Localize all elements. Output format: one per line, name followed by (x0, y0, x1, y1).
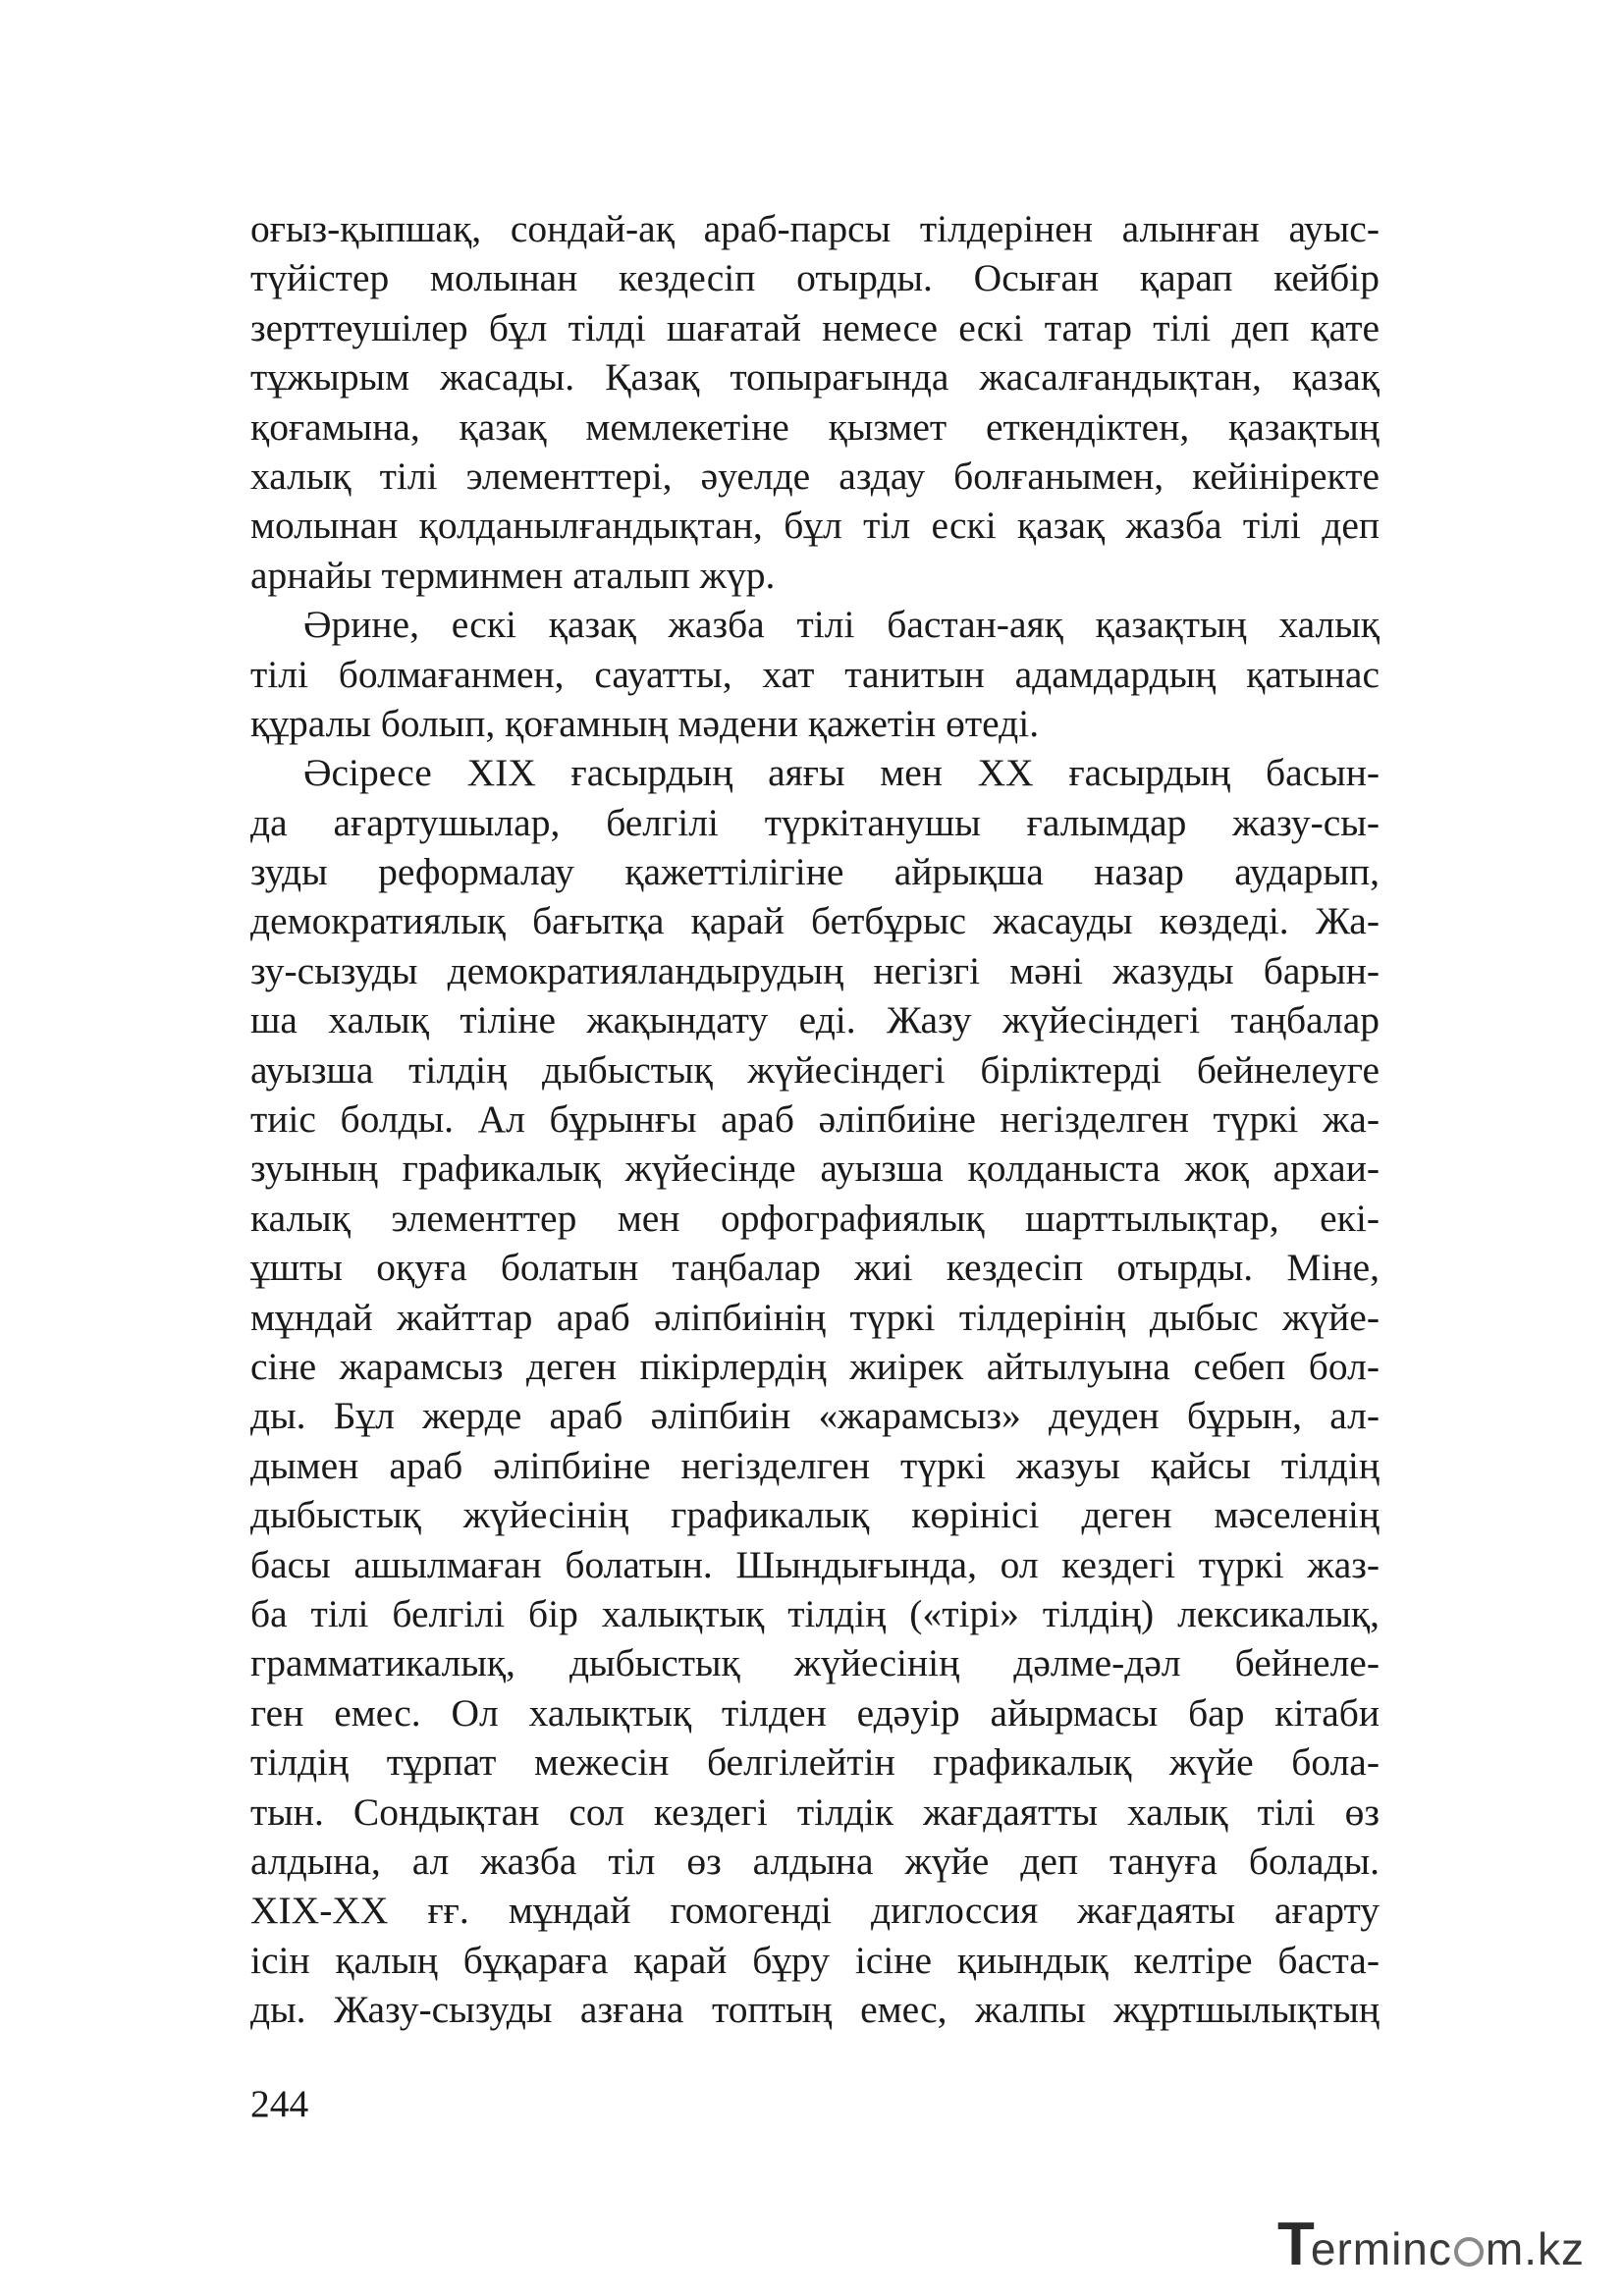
text-line: тын. Сондықтан сол кездегі тілдік жағдаятты халық тілі өз (250, 1789, 1380, 1834)
text-line: ісін қалың бұқараға қарай бұру ісіне қиындық келтіре баста- (250, 1938, 1380, 1982)
text-line: зуының графикалық жүйесінде ауызша қолданыста жоқ архаи- (250, 1147, 1380, 1191)
text-line: сіне жарамсыз деген пікірлердің жиірек айтылуына себеп бол- (250, 1344, 1380, 1388)
watermark-text (1311, 2223, 1585, 2274)
text-line: зуды реформалау қажеттілігіне айрықша назар аударып, (250, 850, 1380, 894)
text-line: ұшты оқуға болатын таңбалар жиі кездесіп отырды. Міне, (250, 1246, 1380, 1290)
text-line: халық тілі элементтері, әуелде аздау болғанымен, кейініректе (250, 454, 1380, 498)
paragraph (250, 600, 1380, 748)
text-line: ша халық тіліне жақындату еді. Жазу жүйесіндегі таңбалар (250, 998, 1380, 1042)
text-line: қоғамына, қазақ мемлекетіне қызмет еткендіктен, қазақтың (250, 404, 1380, 449)
text-line: алдына, ал жазба тіл өз алдына жүйе деп тануға болады. (250, 1839, 1380, 1883)
watermark-end: m.kz (1485, 2223, 1585, 2274)
text-line: оғыз-қыпшақ, сондай-ақ араб-парсы тілдерінен алынған ауыс- (250, 207, 1380, 250)
text-line: мұндай жайттар араб әліпбиінің түркі тілдерінің дыбыс жүйе- (250, 1295, 1380, 1339)
text-line: Әрине, ескі қазақ жазба тілі бастан-аяқ қазақтың халық (303, 603, 1380, 647)
text-line: тұжырым жасады. Қазақ топырағында жасалғандықтан, қазақ (250, 355, 1380, 400)
text-line: зу-сызуды демократияландырудың негізгі мәні жазуды барын- (250, 948, 1380, 992)
text-line: дымен араб әліпбиіне негізделген түркі жазуы қайсы тілдің (250, 1443, 1380, 1487)
text-line: дыбыстық жүйесінің графикалық көрінісі деген мәселенің (250, 1493, 1380, 1537)
watermark-circle-icon (1454, 2237, 1484, 2267)
termincom-watermark-logo (1276, 2211, 1585, 2278)
page-body (250, 204, 1380, 2034)
text-line: грамматикалық, дыбыстық жүйесінің дәлме-дәл бейнеле- (250, 1641, 1380, 1685)
text-line: калық элементтер мен орфографиялық шарттылықтар, екі- (250, 1196, 1380, 1240)
watermark-middle: erminc (1310, 2223, 1452, 2274)
text-line: ды. Жазу-сызуды азғана топтың емес, жалпы жұртшылықтың (250, 1988, 1380, 2032)
text-line: құралы болып, қоғамның мәдени қажетін өтеді. (250, 701, 1040, 745)
page-number: 244 (250, 2082, 309, 2125)
text-line: зерттеушілер бұл тілді шағатай немесе ескі татар тілі деп қате (250, 305, 1380, 349)
paragraph (250, 748, 1380, 2034)
text-line: ауызша тілдің дыбыстық жүйесіндегі бірліктерді бейнелеуге (250, 1047, 1380, 1092)
text-line: арнайы терминмен аталып жүр. (250, 553, 776, 597)
text-line: ген емес. Ол халықтық тілден едәуір айырмасы бар кітаби (250, 1690, 1380, 1735)
text-line: түйістер молынан кездесіп отырды. Осыған қарап кейбір (250, 256, 1380, 300)
text-line: молынан қолданылғандықтан, бұл тіл ескі қазақ жазба тілі деп (250, 504, 1380, 548)
text-line: басы ашылмаған болатын. Шындығында, ол кездегі түркі жаз- (250, 1542, 1380, 1586)
text-line: тиіс болды. Ал бұрынғы араб әліпбиіне негізделген түркі жа- (250, 1097, 1380, 1142)
text-line: ба тілі белгілі бір халықтық тілдің («тірі» тілдің) лексикалық, (250, 1591, 1380, 1635)
text-line: да ағартушылар, белгілі түркітанушы ғалымдар жазу-сы- (250, 800, 1380, 844)
text-line: ды. Бұл жерде араб әліпбиін «жарамсыз» деуден бұрын, ал- (250, 1394, 1380, 1438)
text-line: демократиялық бағытқа қарай бетбұрыс жасауды көздеді. Жа- (250, 899, 1380, 943)
text-line: тілдің тұрпат межесін белгілейтін графикалық жүйе бола- (250, 1740, 1380, 1785)
text-line: Әсіресе XIX ғасырдың аяғы мен XX ғасырдың басын- (303, 751, 1380, 795)
text-line: XIX-XX ғғ. мұндай гомогенді диглоссия жағдаяты ағарту (250, 1889, 1380, 1933)
watermark-first-letter: T (1276, 2211, 1315, 2278)
paragraph (250, 204, 1380, 600)
text-line: тілі болмағанмен, сауатты, хат танитын адамдардың қатынас (250, 652, 1380, 696)
